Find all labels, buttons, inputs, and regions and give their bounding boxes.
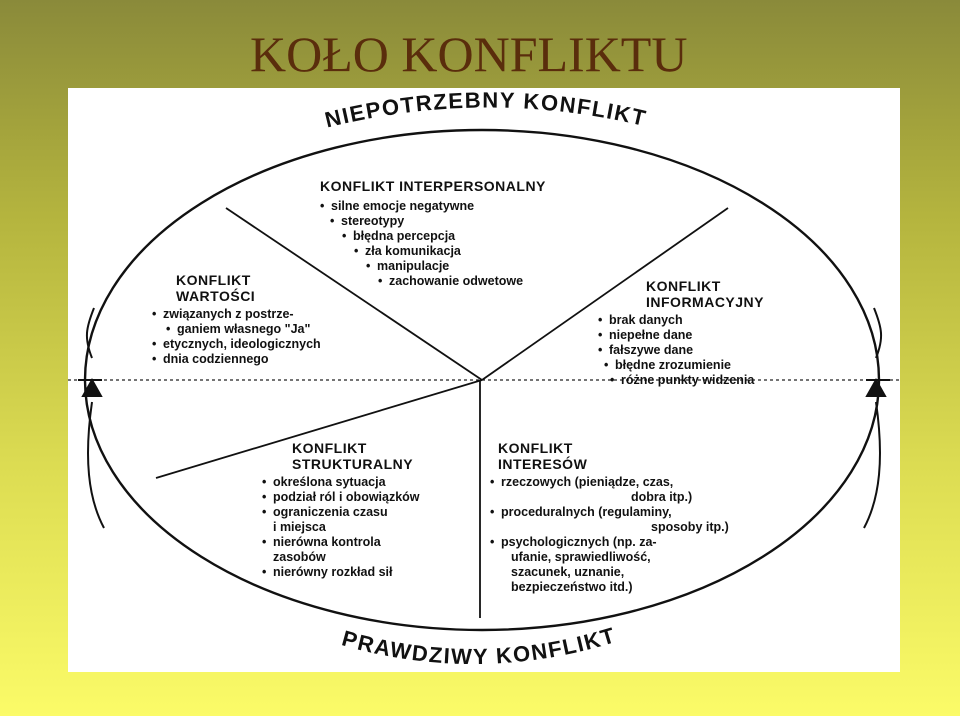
bullet-item: • manipulacje [366,259,546,274]
bullet-item: • ganiem własnego "Ja" [166,322,321,337]
right-cycle-arrow [864,308,890,528]
bullet-item: • rzeczowych (pieniądze, czas, [490,475,729,490]
bullet-item: • zachowanie odwetowe [378,274,546,289]
bullet-item: • różne punkty widzenia [610,373,764,388]
section-values [152,272,321,367]
bullet-item: ufanie, sprawiedliwość, [511,550,651,564]
section-title-line-1: KONFLIKT [176,272,251,288]
section-title-line-1: KONFLIKT [292,440,367,456]
section-items [152,307,321,367]
section-title-line-1: KONFLIKT [646,278,721,294]
section-items [490,475,729,595]
conflict-wheel-diagram [68,88,900,672]
slide-title: KOŁO KONFLIKTU [250,26,688,82]
section-title-line-1: KONFLIKT [498,440,573,456]
bullet-item: bezpieczeństwo itd.) [511,580,633,594]
diagram-panel [68,88,900,672]
section-title-line-2: STRUKTURALNY [292,456,414,472]
section-interests [490,440,729,595]
top-arc-label: NIEPOTRZEBNY KONFLIKT [322,88,650,133]
section-title-line-2: WARTOŚCI [176,288,256,304]
bullet-item: szacunek, uznanie, [511,565,625,579]
section-interpersonal [320,178,546,289]
section-structural [248,440,420,580]
bullet-item: • silne emocje negatywne [320,199,546,214]
bullet-item: • błędna percepcja [342,229,546,244]
bullet-item: • etycznych, ideologicznych [152,337,321,352]
bullet-item: dobra itp.) [631,490,693,504]
section-items [598,313,764,388]
bullet-item: • związanych z postrze- [152,307,321,322]
bullet-item: • zła komunikacja [354,244,546,259]
bullet-item: sposoby itp.) [651,520,729,534]
bullet-item: • brak danych [598,313,764,328]
bullet-item: • nierówna kontrola [262,535,420,550]
bullet-item: • proceduralnych (regulaminy, [490,505,729,520]
section-information [598,278,764,388]
bottom-arc-label: PRAWDZIWY KONFLIKT [339,622,619,670]
bullet-item: • nierówny rozkład sił [262,565,420,580]
section-title: KONFLIKT INTERPERSONALNY [320,178,546,194]
bullet-item: • określona sytuacja [262,475,420,490]
bullet-item: i miejsca [273,520,326,534]
bullet-item: • podział ról i obowiązków [262,490,420,505]
bullet-item: • błędne zrozumienie [604,358,764,373]
section-items [320,199,546,289]
bullet-item: • stereotypy [330,214,546,229]
bullet-item: • ograniczenia czasu [262,505,420,520]
bullet-item: • psychologicznych (np. za- [490,535,729,550]
section-items [262,475,420,580]
bullet-item: • niepełne dane [598,328,764,343]
bullet-item: • dnia codziennego [152,352,321,367]
bullet-item: zasobów [273,550,326,564]
section-title-line-2: INFORMACYJNY [646,294,765,310]
section-title-line-2: INTERESÓW [498,456,588,472]
bullet-item: • fałszywe dane [598,343,764,358]
